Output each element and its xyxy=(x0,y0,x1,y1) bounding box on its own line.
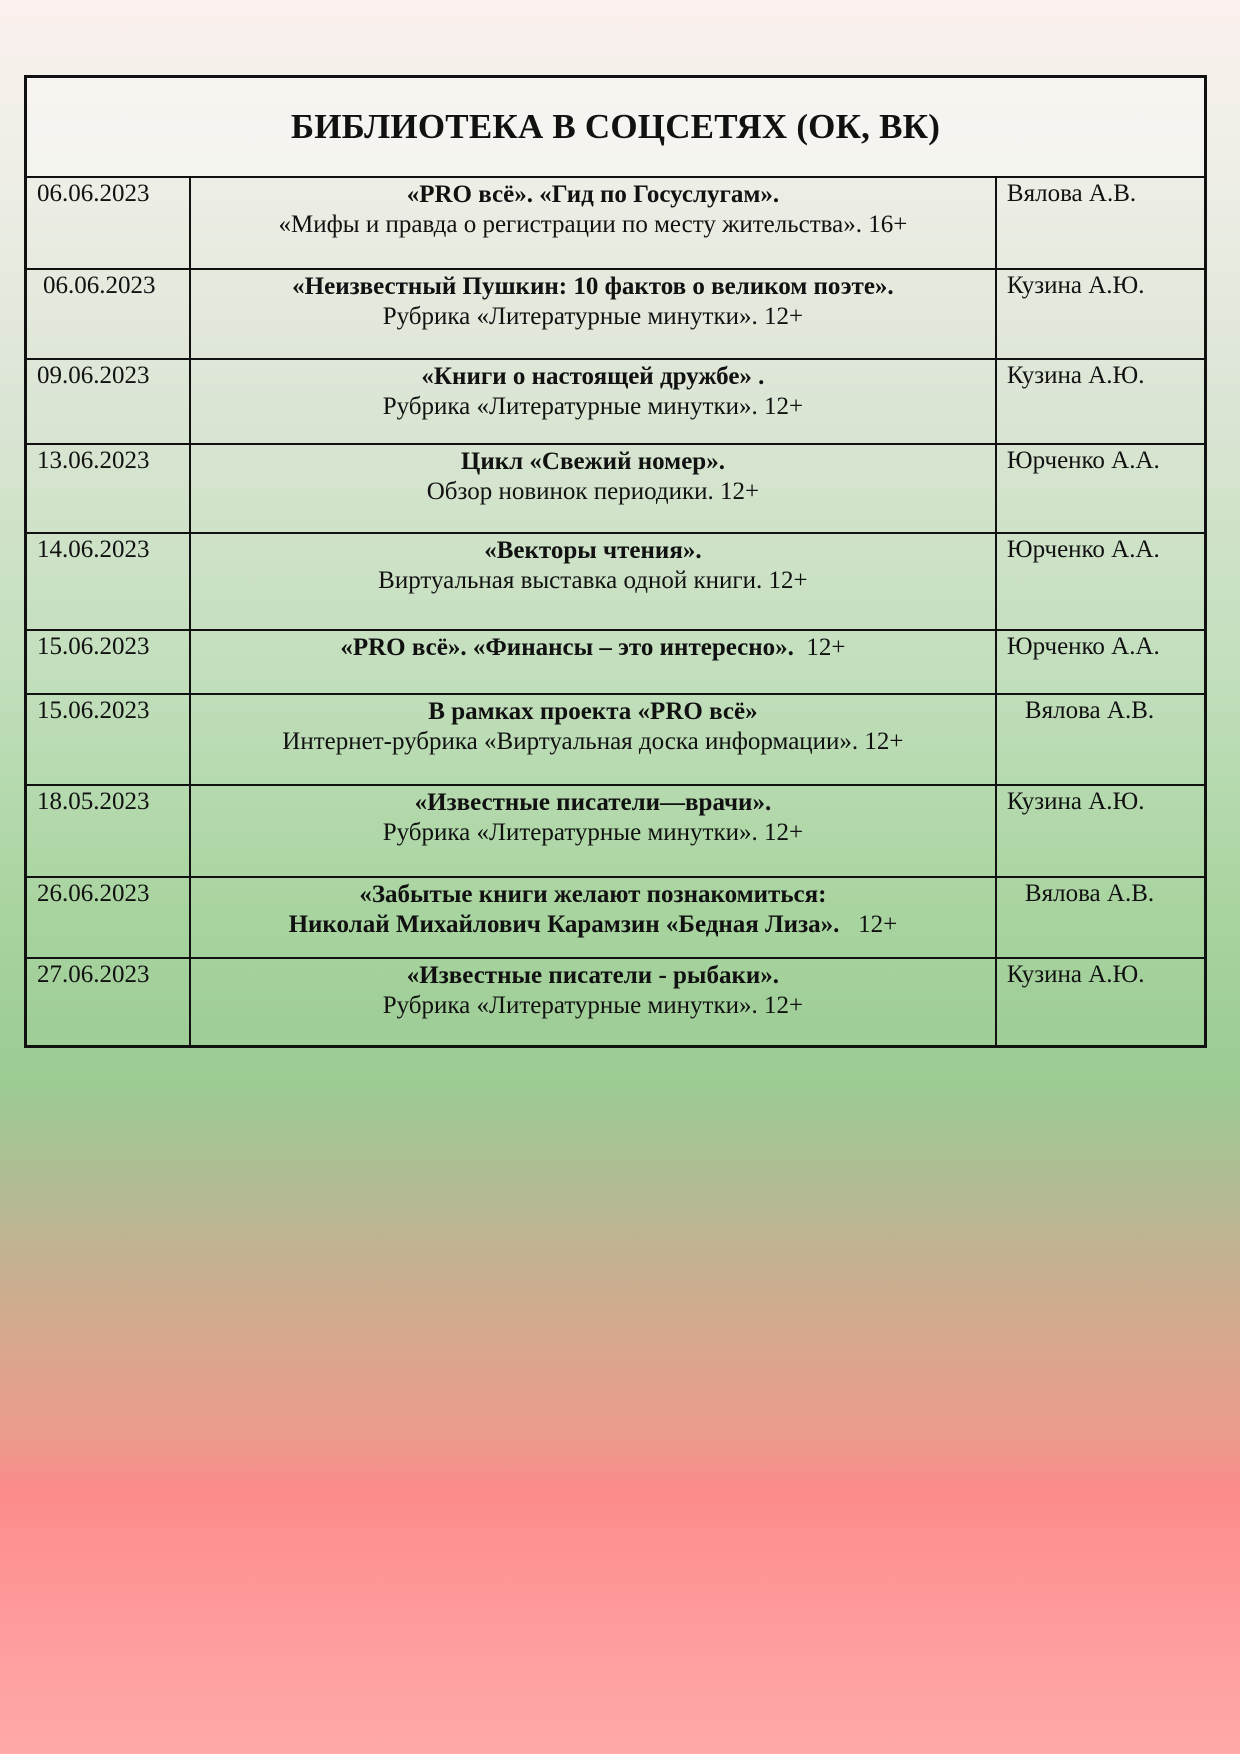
event-description xyxy=(190,694,996,785)
event-title: «PRO всё». «Финансы – это интересно». xyxy=(340,634,794,661)
table-row xyxy=(26,177,1206,269)
event-title-continued: Николай Михайлович Карамзин «Бедная Лиза». xyxy=(288,911,840,938)
event-description xyxy=(190,877,996,958)
title-row xyxy=(26,77,1206,178)
table-row xyxy=(26,958,1206,1046)
event-date: 09.06.2023 xyxy=(26,359,190,444)
event-description xyxy=(190,359,996,444)
event-subtitle: Виртуальная выставка одной книги. 12+ xyxy=(378,567,808,594)
event-title: «Книги о настоящей дружбе» . xyxy=(421,363,765,390)
events-table xyxy=(24,75,1207,1048)
event-title: «Известные писатели - рыбаки». xyxy=(406,962,780,989)
age-rating: 12+ xyxy=(839,911,898,938)
page-title: БИБЛИОТЕКА В СОЦСЕТЯХ (ОК, ВК) xyxy=(26,77,1206,178)
event-description xyxy=(190,533,996,630)
event-responsible: Кузина А.Ю. xyxy=(996,269,1206,359)
event-description xyxy=(190,444,996,533)
event-description xyxy=(190,269,996,359)
event-subtitle: Интернет-рубрика «Виртуальная доска информации». 12+ xyxy=(282,728,904,755)
event-date: 15.06.2023 xyxy=(26,694,190,785)
event-subtitle: Обзор новинок периодики. 12+ xyxy=(426,478,760,505)
event-subtitle: «Мифы и правда о регистрации по месту жительства». 16+ xyxy=(278,211,908,238)
event-date: 13.06.2023 xyxy=(26,444,190,533)
age-rating: 12+ xyxy=(793,634,846,661)
table-row xyxy=(26,785,1206,877)
event-subtitle: Рубрика «Литературные минутки». 12+ xyxy=(382,393,804,420)
table-row xyxy=(26,359,1206,444)
event-subtitle: Рубрика «Литературные минутки». 12+ xyxy=(382,303,804,330)
event-responsible: Вялова А.В. xyxy=(996,694,1206,785)
event-title-line2 xyxy=(195,910,991,940)
event-description xyxy=(190,958,996,1046)
event-date: 14.06.2023 xyxy=(26,533,190,630)
table-row xyxy=(26,694,1206,785)
event-description xyxy=(190,630,996,694)
event-date: 15.06.2023 xyxy=(26,630,190,694)
event-description xyxy=(190,177,996,269)
event-responsible: Кузина А.Ю. xyxy=(996,359,1206,444)
table-row xyxy=(26,630,1206,694)
event-title: «Неизвестный Пушкин: 10 фактов о великом поэте». xyxy=(292,273,894,300)
event-date: 06.06.2023 xyxy=(26,177,190,269)
event-responsible: Вялова А.В. xyxy=(996,877,1206,958)
event-title: Цикл «Свежий номер». xyxy=(460,448,725,475)
table-row xyxy=(26,269,1206,359)
event-responsible: Кузина А.Ю. xyxy=(996,785,1206,877)
table-row xyxy=(26,533,1206,630)
event-responsible: Юрченко А.А. xyxy=(996,630,1206,694)
event-title: «Известные писатели—врачи». xyxy=(414,789,772,816)
event-subtitle: Рубрика «Литературные минутки». 12+ xyxy=(382,819,804,846)
table-row xyxy=(26,877,1206,958)
table-row xyxy=(26,444,1206,533)
event-responsible: Вялова А.В. xyxy=(996,177,1206,269)
event-date: 26.06.2023 xyxy=(26,877,190,958)
event-date: 06.06.2023 xyxy=(26,269,190,359)
event-responsible: Юрченко А.А. xyxy=(996,533,1206,630)
event-subtitle: Рубрика «Литературные минутки». 12+ xyxy=(382,992,804,1019)
event-title: В рамках проекта «PRO всё» xyxy=(428,698,758,725)
event-title: «Векторы чтения». xyxy=(484,537,702,564)
event-title: «PRO всё». «Гид по Госуслугам». xyxy=(406,181,780,208)
event-responsible: Кузина А.Ю. xyxy=(996,958,1206,1046)
event-responsible: Юрченко А.А. xyxy=(996,444,1206,533)
event-date: 27.06.2023 xyxy=(26,958,190,1046)
event-description xyxy=(190,785,996,877)
event-title-line xyxy=(195,633,991,663)
event-date: 18.05.2023 xyxy=(26,785,190,877)
event-title: «Забытые книги желают познакомиться: xyxy=(359,881,827,908)
